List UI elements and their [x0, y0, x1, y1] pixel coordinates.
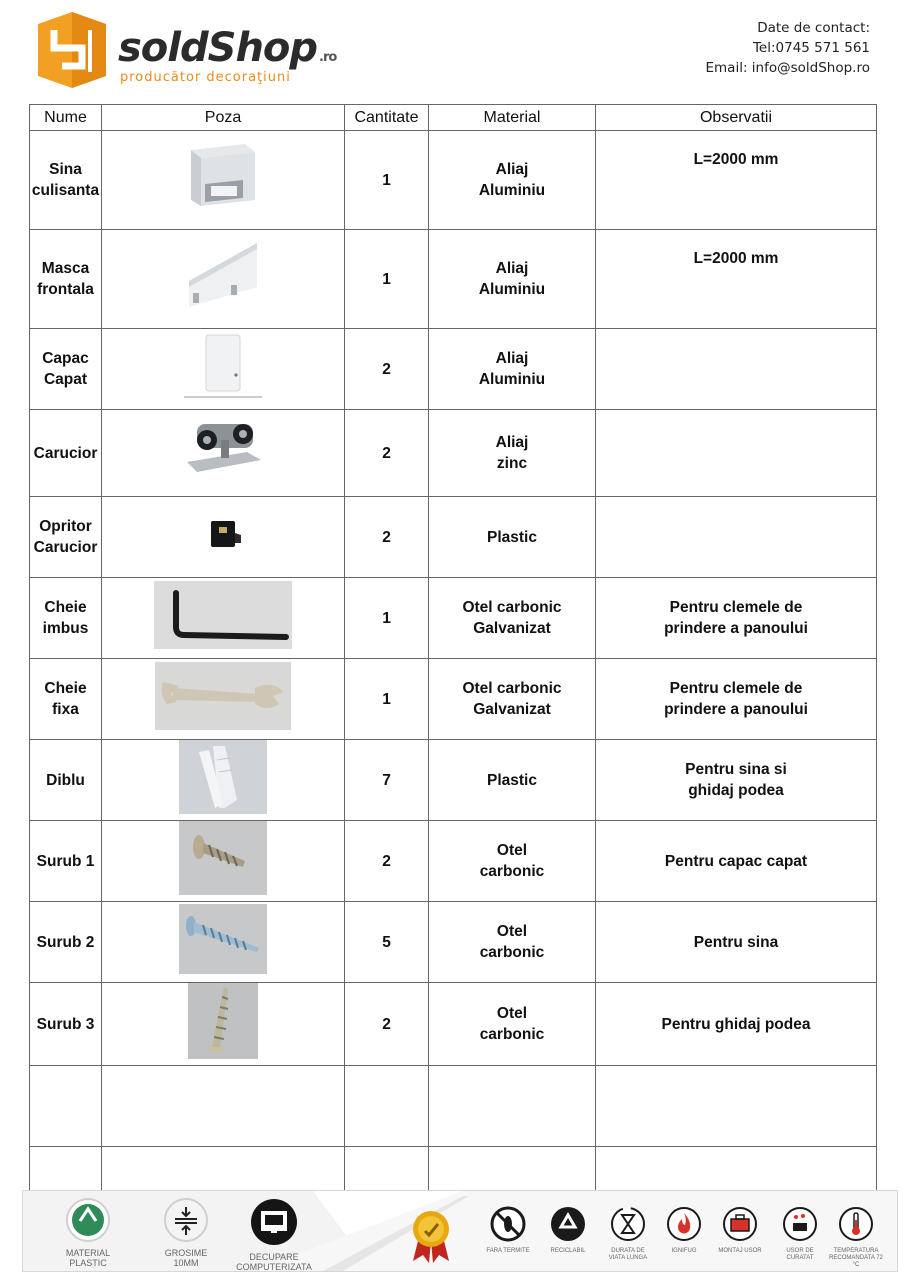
feature-label: RECOMANDATA 72 °C — [829, 1255, 883, 1268]
part-notes — [596, 410, 877, 497]
table-row — [30, 329, 877, 410]
feature-pvc-recycle — [43, 1197, 133, 1268]
column-header-quantity: Cantitate — [345, 105, 429, 131]
cell-line: Otel — [496, 842, 528, 859]
cell-line: Pentru ghidaj podea — [661, 1015, 811, 1033]
part-material — [429, 497, 596, 578]
part-photo — [102, 578, 345, 659]
part-material — [429, 983, 596, 1066]
part-notes — [596, 329, 877, 410]
part-name — [30, 821, 102, 902]
part-quantity: 2 — [345, 983, 429, 1066]
feature-cnc-machine — [229, 1197, 319, 1272]
allen-key-image — [154, 581, 292, 655]
part-name — [30, 329, 102, 410]
brand-tagline: producător decoraţiuni — [120, 70, 291, 85]
end-cap-image — [180, 331, 266, 407]
part-quantity: 2 — [345, 497, 429, 578]
feature-label: FARA TERMITE — [486, 1248, 530, 1254]
part-notes — [596, 131, 877, 230]
part-notes — [596, 983, 877, 1066]
table-row — [30, 230, 877, 329]
part-name — [30, 740, 102, 821]
table-row — [30, 497, 877, 578]
table-row — [30, 740, 877, 821]
cell-line: Diblu — [46, 771, 85, 789]
thermometer-icon — [829, 1205, 883, 1248]
cell-line: Otel — [496, 923, 528, 940]
cell-line: Galvanizat — [473, 701, 551, 718]
table-row — [30, 821, 877, 902]
screw-short-image — [179, 821, 267, 901]
cell-line: prindere a panoului — [664, 620, 808, 637]
cell-line: Otel carbonic — [462, 680, 562, 697]
part-notes — [596, 230, 877, 329]
cell-line: Surub 2 — [36, 933, 95, 951]
cell-line: Aliaj — [495, 434, 529, 451]
part-photo — [102, 497, 345, 578]
feature-label: DURATA DE — [611, 1248, 645, 1254]
cell-line: Aluminiu — [478, 281, 546, 298]
cell-line: Pentru clemele de — [669, 680, 803, 697]
feature-toolbox — [713, 1205, 767, 1255]
table-row — [30, 131, 877, 230]
brand-name: soldShop .ro — [118, 25, 337, 71]
column-header-photo: Poza — [102, 105, 345, 131]
cell-line: prindere a panoului — [664, 701, 808, 718]
cnc-machine-icon — [229, 1197, 319, 1252]
contact-phone: Tel:0745 571 561 — [752, 40, 870, 56]
contact-block — [706, 18, 871, 78]
contact-email: Email: info@soldShop.ro — [705, 60, 870, 76]
table-row — [30, 902, 877, 983]
cell-line: carbonic — [479, 944, 545, 961]
feature-label: TEMPERATURA — [833, 1248, 879, 1254]
feature-label: MONTAJ USOR — [718, 1248, 762, 1254]
part-name — [30, 902, 102, 983]
part-notes — [596, 821, 877, 902]
feature-thermometer — [829, 1205, 883, 1269]
cell-line: Pentru sina — [693, 933, 779, 951]
feature-label: USOR DE — [786, 1248, 814, 1254]
pvc-recycle-icon — [43, 1197, 133, 1248]
cell-line: Cheie — [44, 680, 87, 697]
part-material — [429, 410, 596, 497]
feature-label: MATERIAL — [65, 1248, 111, 1258]
part-photo — [102, 410, 345, 497]
part-quantity: 1 — [345, 659, 429, 740]
part-name — [30, 659, 102, 740]
feature-hourglass — [601, 1205, 655, 1262]
table-row — [30, 983, 877, 1066]
part-quantity: 1 — [345, 230, 429, 329]
feature-label: IGNIFUG — [671, 1248, 697, 1254]
part-quantity: 2 — [345, 410, 429, 497]
recycle-icon — [541, 1205, 595, 1248]
part-material — [429, 131, 596, 230]
part-quantity: 1 — [345, 578, 429, 659]
part-material — [429, 578, 596, 659]
part-notes — [596, 1066, 877, 1147]
part-quantity: 2 — [345, 821, 429, 902]
feature-thickness — [141, 1197, 231, 1268]
table-header-row — [30, 105, 877, 131]
part-photo — [102, 983, 345, 1066]
part-name — [30, 410, 102, 497]
screw-long-image — [179, 904, 267, 980]
features-footer — [22, 1190, 898, 1272]
cell-line: Pentru capac capat — [664, 852, 808, 870]
feature-label: 10MM — [173, 1258, 199, 1268]
cell-line: Pentru sina si — [685, 761, 787, 778]
part-notes — [596, 578, 877, 659]
cell-line: fixa — [52, 701, 79, 718]
table-row — [30, 1066, 877, 1147]
cell-line: Capac — [42, 350, 89, 367]
column-header-name: Nume — [30, 105, 102, 131]
cell-line: carbonic — [479, 1026, 545, 1043]
column-header-material: Material — [429, 105, 596, 131]
column-header-notes: Observatii — [596, 105, 877, 131]
cell-line: Surub 1 — [36, 852, 95, 870]
screw-floor-image — [188, 983, 258, 1065]
cell-line: Galvanizat — [473, 620, 551, 637]
part-photo — [102, 329, 345, 410]
part-notes — [596, 740, 877, 821]
part-name — [30, 230, 102, 329]
trolley-image — [177, 410, 269, 496]
part-photo — [102, 740, 345, 821]
part-name — [30, 983, 102, 1066]
cell-line: imbus — [42, 620, 89, 637]
part-notes — [596, 659, 877, 740]
flame-icon — [657, 1205, 711, 1248]
cell-line: culisanta — [31, 182, 100, 199]
part-name — [30, 497, 102, 578]
part-name — [30, 1066, 102, 1147]
cleaning-icon — [773, 1205, 827, 1248]
table-row — [30, 659, 877, 740]
cell-line: Aluminiu — [478, 371, 546, 388]
part-material — [429, 659, 596, 740]
brand-tld: .ro — [319, 50, 337, 65]
part-material — [429, 230, 596, 329]
no-termite-icon — [481, 1205, 535, 1248]
cell-line: Aliaj — [495, 161, 529, 178]
part-name — [30, 131, 102, 230]
part-material — [429, 902, 596, 983]
feature-label: RECICLABIL — [550, 1248, 586, 1254]
thickness-icon — [141, 1197, 231, 1248]
cell-line: carbonic — [479, 863, 545, 880]
cell-line: Pentru clemele de — [669, 599, 803, 616]
part-material — [429, 740, 596, 821]
rail-profile-image — [183, 142, 263, 218]
cell-line: frontala — [37, 281, 94, 298]
cell-line: Opritor — [39, 518, 92, 535]
part-photo — [102, 659, 345, 740]
feature-recycle — [541, 1205, 595, 1255]
table-row — [30, 578, 877, 659]
part-photo — [102, 821, 345, 902]
part-photo — [102, 902, 345, 983]
cell-line: Masca — [41, 260, 90, 277]
cell-line: zinc — [496, 455, 528, 472]
part-photo — [102, 131, 345, 230]
front-cover-profile-image — [187, 241, 259, 317]
feature-label: GROSIME — [164, 1248, 208, 1258]
part-quantity: 1 — [345, 131, 429, 230]
cell-line: L=2000 mm — [693, 250, 779, 267]
part-quantity: 2 — [345, 329, 429, 410]
cell-line: Surub 3 — [36, 1015, 95, 1033]
cell-line: ghidaj podea — [688, 782, 784, 799]
part-material — [429, 1066, 596, 1147]
cell-line: Otel carbonic — [462, 599, 562, 616]
feature-label: DECUPARE — [249, 1252, 299, 1262]
parts-table — [29, 104, 877, 1228]
table-row — [30, 410, 877, 497]
cell-line: L=2000 mm — [693, 151, 779, 168]
part-quantity: 5 — [345, 902, 429, 983]
part-quantity — [345, 1066, 429, 1147]
cell-line: Sina — [49, 161, 82, 178]
cell-line: Cheie — [44, 599, 87, 616]
trolley-stopper-image — [193, 509, 253, 565]
part-photo — [102, 230, 345, 329]
cell-line: Otel — [496, 1005, 528, 1022]
cell-line: Aluminiu — [478, 182, 546, 199]
feature-label: VIATA LUNGA — [608, 1255, 648, 1261]
feature-flame — [657, 1205, 711, 1255]
cell-line: Plastic — [487, 771, 537, 789]
soldshop-logo-icon — [32, 10, 112, 90]
cell-line: Carucior — [33, 539, 98, 556]
feature-label: CURATAT — [786, 1255, 814, 1261]
quality-seal-icon — [409, 1207, 453, 1268]
contact-title: Date de contact: — [757, 20, 870, 36]
open-wrench-image — [155, 662, 291, 736]
part-quantity: 7 — [345, 740, 429, 821]
feature-label: COMPUTERIZATA — [236, 1262, 312, 1272]
cell-line: Aliaj — [495, 260, 529, 277]
cell-line: Aliaj — [495, 350, 529, 367]
part-name — [30, 578, 102, 659]
part-notes — [596, 902, 877, 983]
feature-no-termite — [481, 1205, 535, 1255]
feature-cleaning — [773, 1205, 827, 1262]
part-material — [429, 821, 596, 902]
page-header — [0, 0, 905, 100]
cell-line: Carucior — [33, 444, 98, 462]
part-notes — [596, 497, 877, 578]
cell-line: Plastic — [487, 528, 537, 546]
cell-line: Capat — [43, 371, 88, 388]
hourglass-icon — [601, 1205, 655, 1248]
wall-plug-image — [179, 740, 267, 820]
part-material — [429, 329, 596, 410]
part-photo — [102, 1066, 345, 1147]
feature-label: PLASTIC — [69, 1258, 107, 1268]
toolbox-icon — [713, 1205, 767, 1248]
